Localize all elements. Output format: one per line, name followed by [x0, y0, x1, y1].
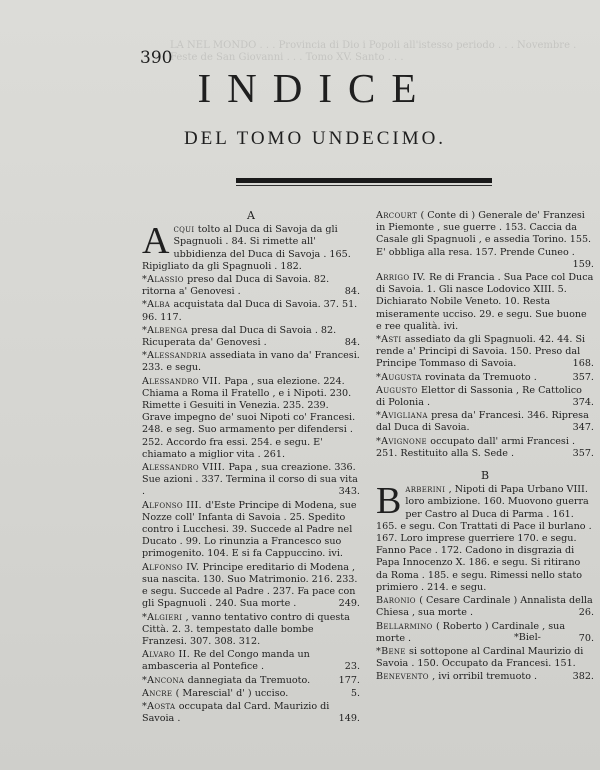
index-entry — [376, 334, 594, 371]
entry-text: Papa , sua elezione. 224. Chiama a Roma il Fratello , e i Nipoti. 230. Rimette i Gesuiti in Venezia. 235. 239. Grave impegno de' suoi Nipoti co' Francesi. 248. e seg. Suo armamento per difendersi . 252. Accordo fra essi. 254. e segu. E' chiamato a miglior vita . 261. — [142, 375, 356, 460]
entry-page-ref: 26. — [578, 607, 594, 619]
index-entry — [376, 436, 594, 460]
entry-head: Benevento — [376, 671, 433, 683]
entry-text: Re del Congo manda un ambasceria al Pontefice . — [142, 649, 310, 673]
entry-page-ref: 70. — [578, 632, 594, 644]
entry-text: ( Conte di ) Generale de' Franzesi in Piemonte , sue guerre . 153. Caccia da Casale gli Spagnuoli , e assedia Torino. 155. E' obbliga alla resa. 157. Prende Cuneo . — [376, 210, 592, 258]
entry-head: *Albenga — [142, 324, 192, 336]
entry-page-ref: 149. — [338, 713, 360, 725]
entry-text: Papa , sua creazione. 336. Sue azioni . 337. Termina il corso di sua vita . — [142, 462, 358, 498]
index-entry — [142, 274, 360, 298]
entry-head: *Asti — [376, 334, 405, 346]
entry-head: Arrigo IV. — [376, 272, 430, 284]
entry-text: ( Marescial' d' ) ucciso. — [175, 687, 289, 699]
entry-text: ( Cesare Cardinale ) Annalista della Chiesa , sua morte . — [376, 595, 593, 619]
entry-page-ref: 382. — [572, 671, 594, 683]
entry-text: , Nipoti di Papa Urbano VIII. loro ambizione. 160. Muovono guerra per Castro al Duca di Parma . 161. 165. e segu. Con Trattati di Pace il burlano . 167. Loro imprese guerriere 170. e segu. Fanno Pace . 172. Cadono in disgrazia di Papa Innocenzo X. 186. e segu. Si ritirano da Roma . 185. e segu. Rimessi nello stato primiero . 214. e segu. — [376, 484, 592, 593]
index-title: INDICE — [197, 65, 433, 111]
right-entries-a — [376, 210, 594, 460]
right-entries-b — [376, 480, 594, 683]
entry-text: occupato dall' armi Francesi . 251. Restituito alla S. Sede . — [376, 435, 576, 459]
index-entry — [376, 646, 594, 670]
drop-cap: A — [142, 220, 170, 263]
catchword: *Biel- — [514, 632, 541, 643]
left-column — [142, 210, 360, 726]
entry-head: *Avignone — [376, 435, 431, 447]
index-entry — [142, 462, 360, 499]
entry-text: Re di Francia . Sua Pace col Duca di Savoia. 1. Gli nasce Lodovico XIII. 5. Dichiarato Nobile Veneto. 10. Resta miseramente ucciso. 29. e segu. Sue buone e ree qualità. ivi. — [376, 272, 594, 332]
entry-page-ref: 5. — [350, 687, 360, 699]
entry-page-ref: 357. — [572, 447, 594, 459]
index-entry — [142, 299, 360, 323]
entry-page-ref: 357. — [572, 371, 594, 383]
entry-head: Bellarmino — [376, 620, 436, 632]
index-entry — [376, 385, 594, 409]
title-rule — [236, 178, 492, 183]
index-entry — [376, 210, 594, 271]
entry-text: occupata dal Card. Maurizio di Savoia . — [142, 700, 330, 725]
entry-text: ( Roberto ) Cardinale , sua morte . — [376, 620, 566, 644]
entry-head: Augusto — [376, 384, 421, 396]
entry-head: Alvaro II. — [142, 649, 194, 661]
entry-head: *Ancona — [142, 674, 188, 686]
entry-text: si sottopone al Cardinal Maurizio di Savoia . 150. Occupato da Francesi. 151. — [376, 645, 584, 670]
drop-cap: B — [376, 480, 402, 523]
index-entry — [142, 701, 360, 725]
index-entry — [142, 350, 360, 374]
entry-page-ref: 374. — [572, 397, 594, 409]
entry-text: preso dal Duca di Savoia. 82. ritorna a' Genovesi . — [142, 274, 330, 298]
section-letter-b: B — [480, 469, 490, 483]
entry-head: Ancre — [142, 687, 176, 699]
index-entry — [142, 220, 360, 273]
index-entry — [142, 688, 360, 700]
index-entry — [142, 500, 360, 561]
entry-text: d'Este Principe di Modena, sue Nozze coll' Infanta di Savoia . 25. Spedito contro i Lucchesi. 39. Succede al Padre nel Ducato . 99. Lo rinunzia a Francesco suo primogenito. 104. E si fa Cappuccino. ivi. — [142, 499, 357, 560]
entry-head: Alessandro VII. — [142, 375, 225, 387]
index-entry — [376, 621, 594, 645]
entry-page-ref: 343. — [338, 486, 360, 498]
entry-head: Alessandro VIII. — [142, 462, 229, 474]
entry-head: cqui — [173, 224, 198, 236]
entry-head: Alfonso III. — [142, 499, 206, 511]
entry-head: Arcourt — [376, 210, 421, 221]
entry-page-ref: 23. — [344, 661, 360, 673]
entry-text: , ivi orribil tremuoto . — [432, 671, 538, 683]
entry-text: rovinata da Tremuoto . — [425, 371, 537, 383]
entry-page-ref: 347. — [572, 422, 594, 434]
entry-text: assediata in vano da' Francesi. 233. e segu. — [142, 350, 360, 374]
entry-head: *Alassio — [142, 274, 188, 286]
section-letter-a: A — [247, 209, 255, 222]
entry-text: presa dal Duca di Savoia . 82. Ricuperata da' Genovesi . — [142, 324, 337, 349]
entry-text: acquistata dal Duca di Savoia. 37. 51. 96. 117. — [142, 299, 358, 323]
index-entry — [376, 671, 594, 683]
entry-head: *Alessandria — [142, 350, 210, 362]
index-entry — [376, 272, 594, 333]
index-entry — [376, 480, 594, 594]
index-entry — [142, 612, 360, 649]
entry-head: arberini — [405, 484, 449, 496]
entry-page-ref: 84. — [344, 337, 360, 349]
entry-text: dannegiata da Tremuoto. — [187, 674, 311, 686]
entry-head: *Bene — [376, 645, 410, 657]
index-entry — [142, 376, 360, 461]
index-entry — [376, 372, 594, 384]
right-column — [376, 210, 594, 685]
entry-page-ref: 168. — [572, 358, 594, 370]
page-number: 390 — [140, 48, 173, 68]
index-entry — [376, 595, 594, 619]
entry-head: *Aosta — [142, 700, 179, 712]
bleed-through-text: LA NEL MONDO . . . Provincia di Dio i Popoli all'istesso periodo . . . Novembre . Feste de San Giovanni . . . Tomo XV. Santo . . . — [170, 40, 577, 63]
entry-text: Elettor di Sassonia , Re Cattolico di Polonia . — [376, 384, 582, 409]
index-entry — [376, 410, 594, 434]
index-entry — [142, 649, 360, 673]
entry-head: *Augusta — [376, 371, 426, 383]
entry-page-ref: 177. — [338, 674, 360, 686]
entry-head: *Alba — [142, 299, 174, 311]
index-entry — [142, 325, 360, 349]
entry-text: Principe ereditario di Modena , sua nascita. 130. Suo Matrimonio. 216. 233. e segu. Succede al Padre . 237. Fa pace con gli Spagnuoli . 240. Sua morte . — [142, 561, 358, 610]
title-rule-thin — [236, 185, 492, 186]
entry-page-ref: 159. — [572, 258, 594, 270]
entry-text: presa da' Francesi. 346. Ripresa dal Duca di Savoia. — [376, 410, 589, 434]
index-entry — [142, 675, 360, 687]
entry-text: assediato da gli Spagnuoli. 42. 44. Si rende a' Principi di Savoia. 150. Preso dal Principe Tommaso di Savoia. — [376, 334, 586, 370]
entry-head: Alfonso IV. — [142, 561, 203, 573]
entry-page-ref: 84. — [344, 286, 360, 298]
index-entry — [142, 562, 360, 611]
left-entries — [142, 220, 360, 725]
entry-text: tolto al Duca di Savoja da gli Spagnuoli . 84. Si rimette all' ubbidienza del Duca di Savoja . 165. Ripigliato da gli Spagnuoli . 182. — [142, 224, 351, 272]
entry-head: Baronio — [376, 595, 420, 607]
index-subtitle: DEL TOMO UNDECIMO. — [183, 128, 447, 149]
entry-page-ref: 249. — [338, 598, 360, 610]
entry-text: , vanno tentativo contro di questa Città. 2. 3. tempestato dalle bombe Franzesi. 307. 308. 312. — [142, 611, 350, 647]
entry-head: *Avigliana — [376, 410, 432, 422]
entry-head: *Algieri — [142, 611, 186, 623]
